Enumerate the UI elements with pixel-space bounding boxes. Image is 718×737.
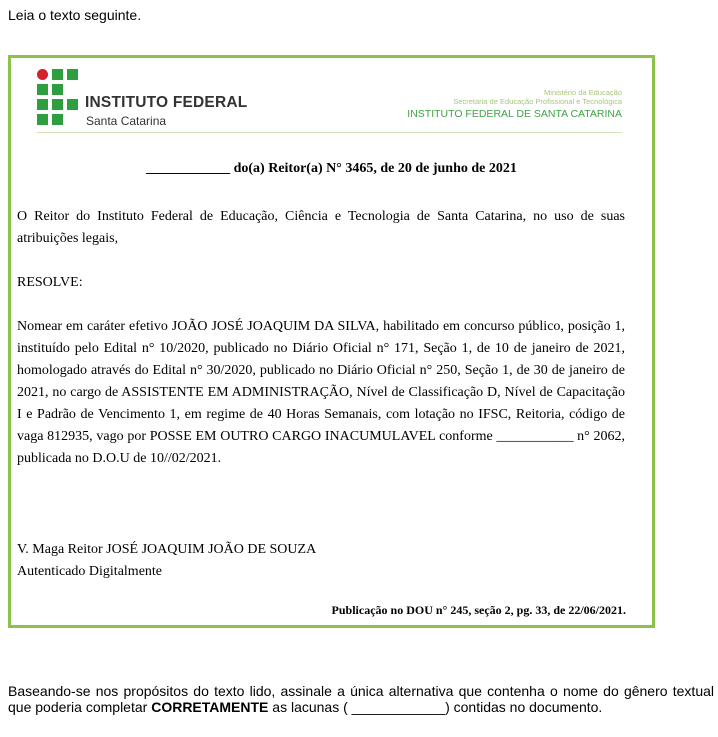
resolve-label: RESOLVE: bbox=[17, 275, 83, 290]
institute-subtitle: Santa Catarina bbox=[86, 114, 167, 128]
question-text bbox=[8, 683, 714, 715]
institute-full-name: INSTITUTO FEDERAL DE SANTA CATARINA bbox=[407, 108, 622, 120]
question-before: Baseando-se nos propósitos do texto lido, assinale a única alternativa que contenha o nome do gênero textual que poderia completar bbox=[8, 683, 714, 715]
intro-paragraph: O Reitor do Instituto Federal de Educação, Ciência e Tecnologia de Santa Catarina, no uso de suas atribuições legais, bbox=[17, 209, 625, 246]
title-blank: ____________ bbox=[146, 161, 231, 176]
institute-logo-icon bbox=[37, 69, 79, 129]
secretariat-label: Secretaria de Educação Profissional e Tecnológica bbox=[453, 97, 622, 106]
document-title bbox=[11, 161, 652, 177]
question-after: as lacunas ( ____________) contidas no documento. bbox=[268, 699, 603, 715]
intro-text: Leia o texto seguinte. bbox=[8, 7, 142, 23]
header-divider bbox=[37, 132, 622, 133]
question-emphasis: CORRETAMENTE bbox=[151, 699, 269, 715]
publication-line: Publicação no DOU n° 245, seção 2, pg. 33, de 22/06/2021. bbox=[331, 603, 626, 617]
institute-name: INSTITUTO FEDERAL bbox=[85, 94, 248, 111]
document-frame bbox=[8, 55, 655, 628]
body-paragraph: Nomear em caráter efetivo JOÃO JOSÉ JOAQUIM DA SILVA, habilitado em concurso público, posição 1, instituído pelo Edital n° 10/2020, publicado no Diário Oficial n° 171, Seção 1, de 10 de janeiro de 2021, homologado através do Edital n° 30/2020, publicado no Diário Oficial n° 250, Seção 1, de 30 de janeiro de 2021, no cargo de ASSISTENTE EM ADMINISTRAÇÃO, Nível de Classificação D, Nível de Capacitação I e Padrão de Vencimento 1, em regime de 40 Horas Semanais, com lotação no IFSC, Reitoria, código de vaga 812935, vago por POSSE EM OUTRO CARGO INACUMULAVEL conforme ___________ n° 2062, publicada no D.O.U de 10//02/2021. bbox=[17, 319, 625, 466]
signature-line: V. Maga Reitor JOSÉ JOAQUIM JOÃO DE SOUZA bbox=[17, 542, 317, 557]
ministry-label: Ministério da Educação bbox=[544, 88, 622, 97]
header-right-block bbox=[407, 88, 622, 121]
document-header bbox=[11, 58, 652, 138]
authentication-line: Autenticado Digitalmente bbox=[17, 564, 163, 579]
title-rest: do(a) Reitor(a) N° 3465, de 20 de junho de 2021 bbox=[233, 161, 517, 176]
